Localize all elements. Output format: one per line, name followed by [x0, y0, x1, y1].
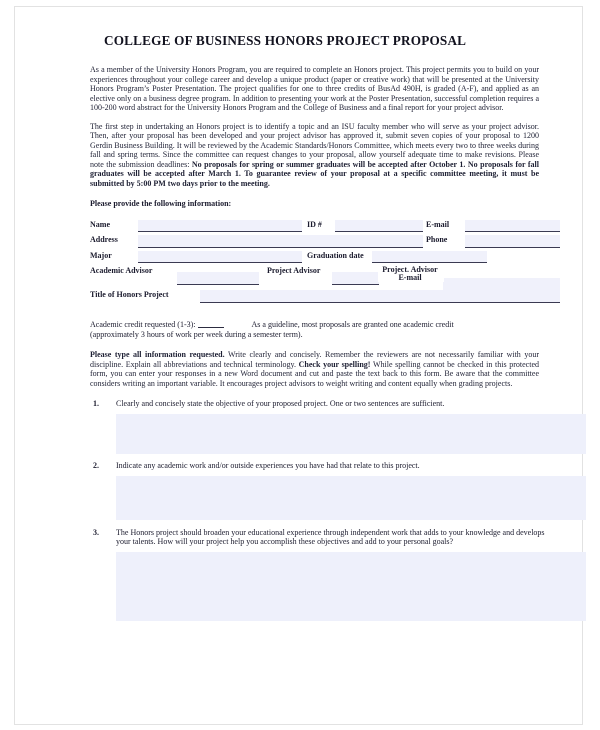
form-row-major [90, 251, 550, 267]
academic-advisor-label: Academic Advisor [90, 266, 153, 276]
form-row-project-title [90, 290, 550, 308]
project-advisor-email-label-line1: Project. Advisor [378, 266, 444, 274]
question-item-2 [90, 461, 560, 471]
name-input[interactable] [138, 220, 302, 233]
process-paragraph-plain: The first step in undertaking an Honors project is to identify a topic and an ISU faculty member who will serve as your project advisor. Then, after your proposal has been developed and your project advisor has approved it, submit seven copies of your proposal to 1200 Gerdin Business Building. It will be reviewed by the Academic Standards/Honors Committee, which meets every two to three weeks during fall and spring terms. Since the committee can request changes to your proposal, allow yourself adequate time to make revisions. Please note the submission deadlines: [90, 121, 539, 169]
applicant-form [90, 220, 550, 309]
form-row-address [90, 235, 550, 251]
form-row-advisors [90, 266, 550, 288]
question-number-1: 1. [93, 399, 99, 409]
email-input[interactable] [465, 220, 560, 233]
intro-paragraph: As a member of the University Honors Program, you are required to complete an Honors project. This project permits you to build on your experiences throughout your college career and develop a unique product (paper or creative work) that will be presented at the University Honors Program’s Poster Presentation. The project qualifies for one to three credits of BusAd 490H, is graded (A-F), and applied as an elective only on a business degree program. In addition to presenting your work at the Poster Presentation, successful completion requires a 100-200 word abstract for the University Honors Program and the College of Business and a final report for your project advisor. [90, 65, 539, 113]
major-label: Major [90, 250, 112, 260]
id-input[interactable] [335, 220, 423, 233]
address-input[interactable] [138, 235, 423, 248]
question-item-3 [90, 528, 560, 547]
academic-advisor-input[interactable] [177, 272, 259, 285]
instructions-plain-1: Write clearly and concisely. Remember the reviewers are not necessarily familiar with your discipline. Explain all abbreviations and technical terminology. [90, 350, 539, 369]
project-title-label: Title of Honors Project [90, 290, 169, 300]
graduation-date-input[interactable] [372, 251, 487, 264]
answer-box-2[interactable] [116, 476, 586, 520]
phone-label: Phone [426, 235, 448, 245]
academic-credit-input[interactable] [198, 320, 224, 328]
address-label: Address [90, 235, 118, 245]
answer-box-1[interactable] [116, 414, 586, 454]
instructions-plain-2: While spelling cannot be checked in this protected form, you can enter your responses in a new Word document and cut and paste the text back to this form. Be aware that the committee considers writing an important variable. It encourages project advisors to weight writing and content equally when grading projects. [90, 359, 540, 388]
project-advisor-email-label-line2: E-mail [378, 274, 444, 282]
questions-section [90, 399, 560, 620]
name-label: Name [90, 219, 110, 229]
academic-credit-guideline: As a guideline, most proposals are granted one academic credit [251, 320, 454, 330]
instructions-bold-spelling: Check your spelling! [298, 359, 371, 369]
academic-credit-section [90, 320, 539, 339]
page-title: COLLEGE OF BUSINESS HONORS PROJECT PROPOSAL [104, 33, 467, 48]
question-text-2: Indicate any academic work and/or outside experiences you have had that relate to this project. [116, 460, 420, 470]
graduation-date-label: Graduation date [307, 250, 364, 260]
answer-box-3[interactable] [116, 552, 586, 621]
instructions-paragraph [90, 350, 539, 388]
process-paragraph [90, 122, 539, 189]
process-paragraph-deadlines: No proposals for spring or summer graduates will be accepted after October 1. No proposals for fall graduates will be accepted after March 1. To guarantee review of your proposal at a specific committee meeting, it must be submitted by 5:00 PM two days prior to the meeting. [90, 159, 539, 189]
academic-credit-label: Academic credit requested (1-3): [90, 320, 196, 330]
form-row-name [90, 220, 550, 236]
provide-info-heading: Please provide the following information: [90, 198, 232, 208]
phone-input[interactable] [465, 235, 560, 248]
question-number-2: 2. [93, 460, 99, 470]
project-title-input[interactable] [200, 290, 560, 303]
page-content [15, 7, 582, 724]
question-text-3: The Honors project should broaden your educational experience through independent work that adds to your knowledge and develops your talents. How will your project help you accomplish these objectives and add to your personal goals? [116, 527, 545, 547]
major-input[interactable] [138, 251, 302, 264]
project-advisor-label: Project Advisor [267, 266, 321, 276]
document-page [14, 6, 583, 725]
academic-credit-hours-note: (approximately 3 hours of work per week during a semester term). [90, 329, 303, 339]
question-item-1 [90, 399, 560, 409]
project-advisor-input[interactable] [332, 272, 379, 285]
instructions-bold-type-all: Please type all information requested. [90, 350, 225, 360]
email-label: E-mail [426, 219, 450, 229]
question-text-1: Clearly and concisely state the objective of your proposed project. One or two sentences are sufficient. [116, 399, 445, 409]
project-advisor-email-input[interactable] [443, 278, 560, 291]
id-label: ID # [307, 219, 322, 229]
question-number-3: 3. [93, 527, 99, 537]
